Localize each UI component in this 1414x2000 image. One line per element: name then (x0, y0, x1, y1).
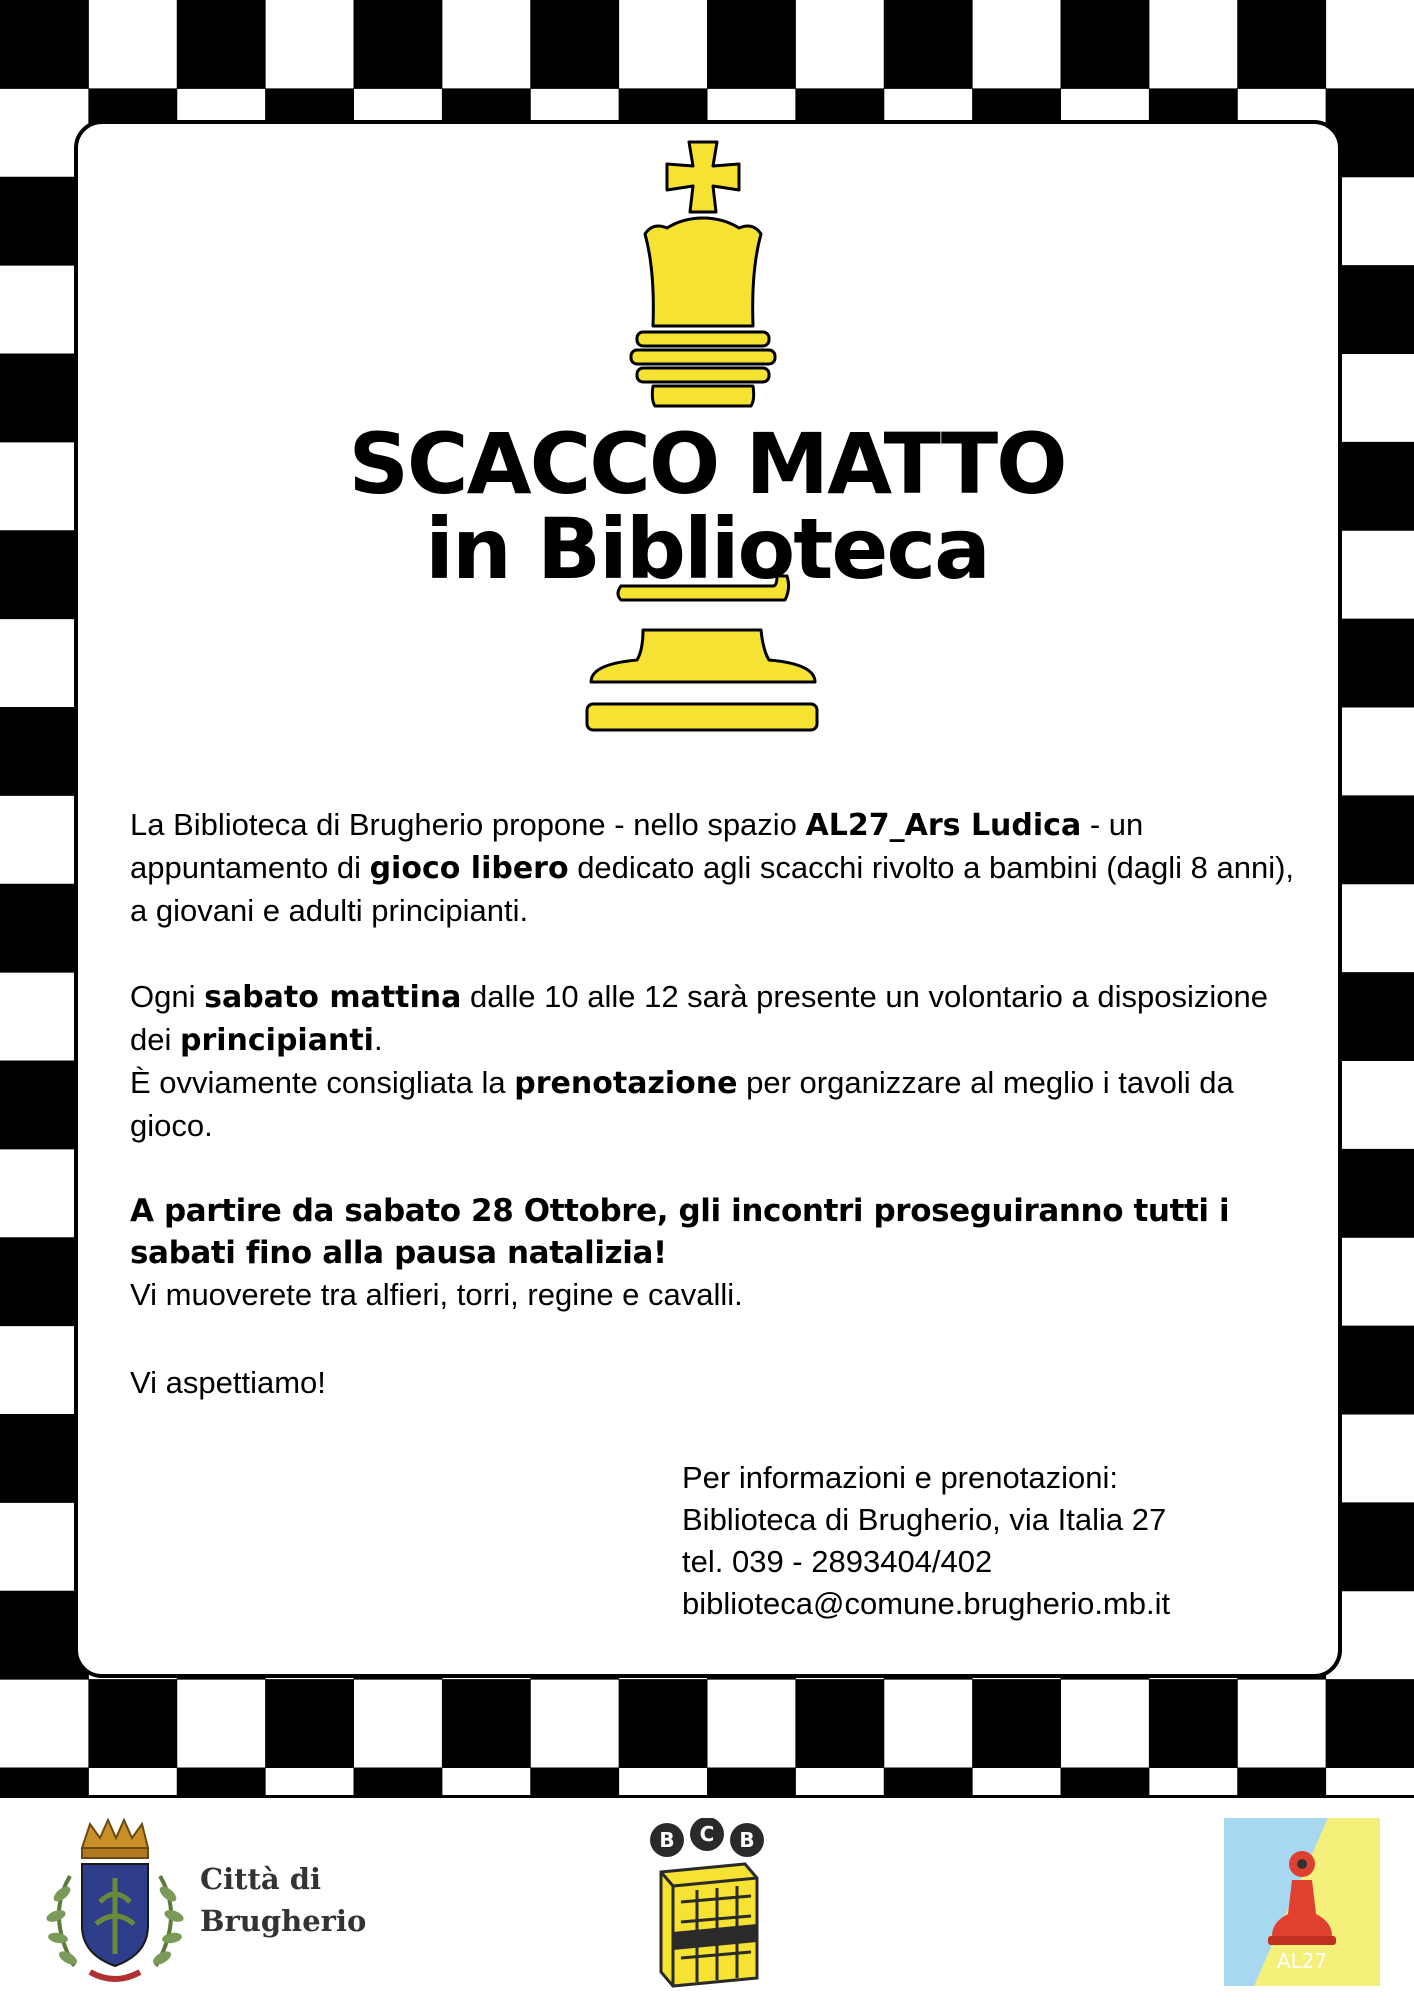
bcb-letter-3: B (739, 1828, 755, 1852)
checker-square (1326, 1679, 1414, 1768)
checker-square (530, 1768, 619, 1796)
checker-square (177, 0, 266, 89)
checker-square (707, 0, 796, 89)
checker-square (177, 1768, 266, 1796)
checker-square (530, 0, 619, 89)
announcement-paragraph (130, 1190, 1300, 1316)
checker-square (0, 0, 89, 89)
booking-term: prenotazione (514, 1066, 738, 1101)
checker-square (442, 1679, 531, 1768)
checker-square (88, 1679, 177, 1768)
checker-square (795, 1679, 884, 1768)
title-line-2: in Biblioteca (425, 500, 989, 598)
contact-block (682, 1457, 1170, 1625)
free-play-term: gioco libero (369, 851, 569, 886)
checker-square (354, 1768, 443, 1796)
checker-square (1061, 0, 1150, 89)
contact-heading: Per informazioni e prenotazioni: (682, 1460, 1118, 1495)
checker-square (1061, 1768, 1150, 1796)
al27-label: AL27 (1276, 1949, 1328, 1973)
beginners-term: principianti (179, 1023, 374, 1058)
intro-paragraph: La Biblioteca di Brugherio propone - nello spazio AL27_Ars Ludica - un appuntamento di gioco libero dedicato agli scacchi rivolto a bambini (dagli 8 anni), a giovani e adulti principianti. (130, 807, 1295, 928)
bcb-letter-1: B (659, 1828, 675, 1852)
closing-line: Vi aspettiamo! (130, 1365, 326, 1400)
contact-address: Biblioteca di Brugherio, via Italia 27 (682, 1502, 1167, 1537)
checker-square (1237, 1768, 1326, 1796)
saturday-morning-term: sabato mattina (204, 980, 462, 1015)
schedule-paragraph: Ogni sabato mattina dalle 10 alle 12 sarà presente un volontario a disposizione dei principianti. È ovviamente consigliata la prenotazione per organizzare al meglio i tavoli da gioco. (130, 979, 1268, 1143)
checker-square (265, 1679, 354, 1768)
title-line-1: SCACCO MATTO (348, 415, 1066, 513)
contact-phone: tel. 039 - 2893404/402 (682, 1544, 993, 1579)
al27-pawn-logo (1224, 1818, 1380, 1986)
contact-email[interactable]: biblioteca@comune.brugherio.mb.it (682, 1586, 1171, 1621)
city-coat-of-arms-icon (30, 1816, 200, 1991)
checker-square (884, 0, 973, 89)
checker-square (972, 1679, 1061, 1768)
checker-square (884, 1768, 973, 1796)
bcb-letter-2: C (699, 1822, 715, 1846)
checker-square (354, 0, 443, 89)
checker-square (707, 1768, 796, 1796)
city-name: Città di Brugherio (200, 1862, 367, 1938)
bcb-library-logo (647, 1818, 767, 1988)
checker-square (1237, 0, 1326, 89)
checker-square (0, 1768, 89, 1796)
announcement-plain: Vi muoverete tra alfieri, torri, regine e cavalli. (130, 1277, 743, 1312)
announcement-bold: A partire da sabato 28 Ottobre, gli incontri proseguiranno tutti i sabati fino alla pausa natalizia! (130, 1193, 1230, 1271)
checker-square (619, 1679, 708, 1768)
space-name: AL27_Ars Ludica (805, 808, 1082, 843)
checker-square (1149, 1679, 1238, 1768)
footer (0, 1798, 1414, 2000)
